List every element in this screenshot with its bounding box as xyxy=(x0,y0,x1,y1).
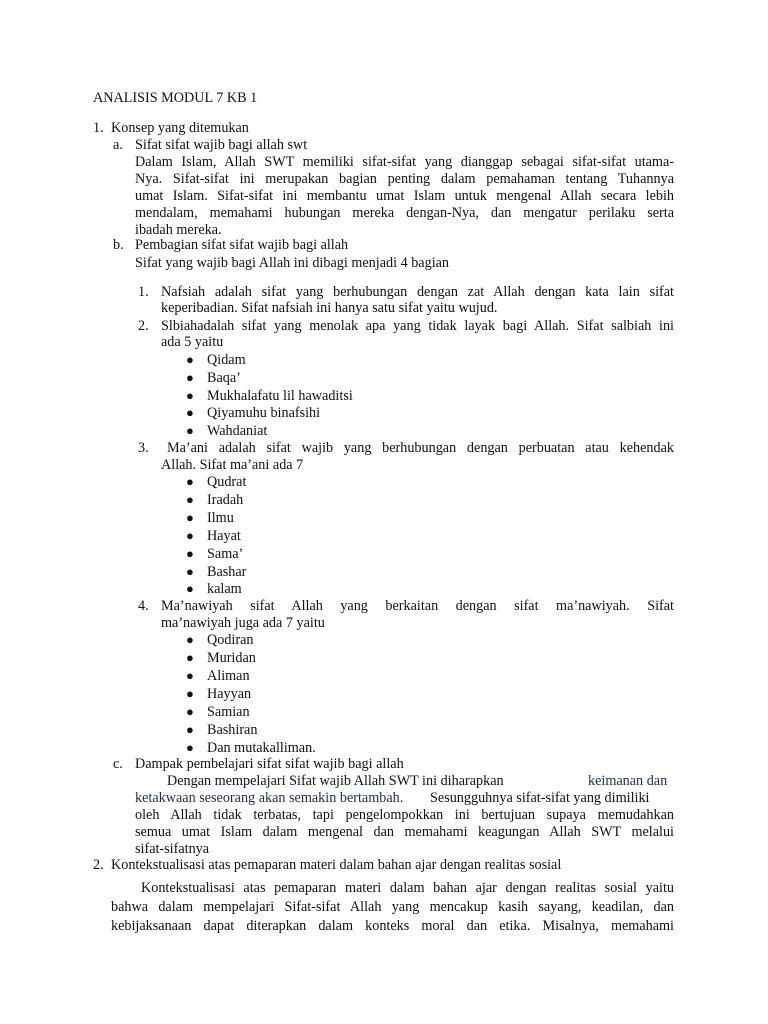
bullet-item: Qidam xyxy=(207,352,246,368)
subsection-a-heading: Sifat sifat wajib bagi allah swt xyxy=(135,137,308,153)
bullet-dot-icon: ● xyxy=(186,740,194,755)
section-2-number: 2. xyxy=(93,857,104,873)
bullet-dot-icon: ● xyxy=(186,668,194,683)
bullet-item: Qodiran xyxy=(207,632,254,648)
subsection-a-text-line: umat Islam. Sifat-sifat ini membantu umat Islam untuk mengenal Allah secara lebih xyxy=(135,188,674,204)
subsection-c-highlight-segment: ketakwaan seseorang akan semakin bertambah. xyxy=(135,790,404,806)
bullet-item: Muridan xyxy=(207,650,256,666)
bullet-item: Samian xyxy=(207,704,250,720)
bullet-item: kalam xyxy=(207,581,242,597)
subsection-c-text-line: oleh Allah tidak terbatas, tapi pengelompokkan ini bertujuan supaya memudahkan xyxy=(135,807,674,823)
bullet-dot-icon: ● xyxy=(186,352,194,367)
bullet-item: Hayat xyxy=(207,528,241,544)
list-item-text-line: Allah. Sifat ma’ani ada 7 xyxy=(161,457,304,473)
subsection-a-text-line: ibadah mereka. xyxy=(135,222,222,238)
section-2-text-line: bahwa dalam mempelajari Sifat-sifat Allah yang mencakup kasih sayang, keadilan, dan xyxy=(111,899,674,915)
bullet-dot-icon: ● xyxy=(186,686,194,701)
section-2-heading: Kontekstualisasi atas pemaparan materi dalam bahan ajar dengan realitas sosial xyxy=(111,857,562,873)
section-2-text-line: kebijaksanaan dapat diterapkan dalam konteks moral dan etika. Misalnya, memahami xyxy=(111,918,674,934)
subsection-c-text-segment: Sesungguhnya sifat-sifat yang dimiliki xyxy=(430,790,650,806)
bullet-item: Bashiran xyxy=(207,722,258,738)
subsection-a-text-line: Nya. Sifat-sifat ini merupakan bagian penting dalam pemahaman tentang Tuhannya xyxy=(135,171,674,187)
bullet-item: Sama’ xyxy=(207,546,244,562)
subsection-c-text-segment: Dengan mempelajari Sifat wajib Allah SWT ini diharapkan xyxy=(167,773,504,789)
bullet-item: Ilmu xyxy=(207,510,234,526)
bullet-dot-icon: ● xyxy=(186,546,194,561)
subsection-a-marker: a. xyxy=(113,137,123,153)
section-1-number: 1. xyxy=(93,120,104,136)
subsection-c-heading: Dampak pembelajari sifat sifat wajib bagi allah xyxy=(135,756,404,772)
bullet-dot-icon: ● xyxy=(186,405,194,420)
bullet-item: Wahdaniat xyxy=(207,423,268,439)
subsection-a-text-line: Dalam Islam, Allah SWT memiliki sifat-sifat yang dianggap sebagai sifat-sifat utama- xyxy=(135,154,674,170)
bullet-dot-icon: ● xyxy=(186,650,194,665)
section-1-heading: Konsep yang ditemukan xyxy=(111,120,249,136)
subsection-b-heading: Pembagian sifat sifat wajib bagi allah xyxy=(135,237,349,253)
bullet-dot-icon: ● xyxy=(186,564,194,579)
subsection-b-intro: Sifat yang wajib bagi Allah ini dibagi menjadi 4 bagian xyxy=(135,255,450,271)
bullet-item: Iradah xyxy=(207,492,244,508)
list-item-text-line: Slbiahadalah sifat yang menolak apa yang tidak layak bagi Allah. Sifat salbiah ini xyxy=(161,318,674,334)
bullet-dot-icon: ● xyxy=(186,474,194,489)
bullet-item: Hayyan xyxy=(207,686,252,702)
list-item-text-line: Nafsiah adalah sifat yang berhubungan dengan zat Allah dengan kata lain sifat xyxy=(161,284,674,300)
subsection-c-text-line: semua umat Islam dalam mengenal dan memahami keagungan Allah SWT melalui xyxy=(135,824,674,840)
bullet-item: Qiyamuhu binafsihi xyxy=(207,405,321,421)
list-item-number: 4. xyxy=(138,598,149,614)
bullet-item: Mukhalafatu lil hawaditsi xyxy=(207,388,353,404)
list-item-text-line: ma’nawiyah juga ada 7 yaitu xyxy=(161,615,325,631)
document-title: ANALISIS MODUL 7 KB 1 xyxy=(93,90,258,106)
bullet-dot-icon: ● xyxy=(186,632,194,647)
list-item-number: 3. xyxy=(138,440,149,456)
bullet-dot-icon: ● xyxy=(186,722,194,737)
bullet-dot-icon: ● xyxy=(186,704,194,719)
bullet-dot-icon: ● xyxy=(186,510,194,525)
list-item-number: 2. xyxy=(138,318,149,334)
bullet-dot-icon: ● xyxy=(186,370,194,385)
list-item-text-line: Ma’ani adalah sifat wajib yang berhubungan dengan perbuatan atau kehendak xyxy=(167,440,674,456)
bullet-item: Qudrat xyxy=(207,474,247,490)
subsection-a-text-line: mendalam, memahami hubungan mereka dengan-Nya, dan mengatur perilaku serta xyxy=(135,205,674,221)
list-item-text-line: Ma’nawiyah sifat Allah yang berkaitan dengan sifat ma’nawiyah. Sifat xyxy=(161,598,674,614)
bullet-item: Dan mutakalliman. xyxy=(207,740,316,756)
bullet-item: Bashar xyxy=(207,564,247,580)
subsection-c-text-line: sifat-sifatnya xyxy=(135,841,210,857)
list-item-number: 1. xyxy=(138,284,149,300)
list-item-text-line: keperibadian. Sifat nafsiah ini hanya satu sifat yaitu wujud. xyxy=(161,300,498,316)
subsection-b-marker: b. xyxy=(113,237,124,253)
bullet-dot-icon: ● xyxy=(186,388,194,403)
section-2-text-line: Kontekstualisasi atas pemaparan materi dalam bahan ajar dengan realitas sosial yaitu xyxy=(141,880,674,896)
bullet-dot-icon: ● xyxy=(186,423,194,438)
bullet-dot-icon: ● xyxy=(186,581,194,596)
bullet-item: Aliman xyxy=(207,668,250,684)
subsection-c-highlight-segment: keimanan dan xyxy=(588,773,668,789)
bullet-dot-icon: ● xyxy=(186,492,194,507)
subsection-c-marker: c. xyxy=(113,756,123,772)
bullet-item: Baqa’ xyxy=(207,370,241,386)
list-item-text-line: ada 5 yaitu xyxy=(161,334,224,350)
bullet-dot-icon: ● xyxy=(186,528,194,543)
